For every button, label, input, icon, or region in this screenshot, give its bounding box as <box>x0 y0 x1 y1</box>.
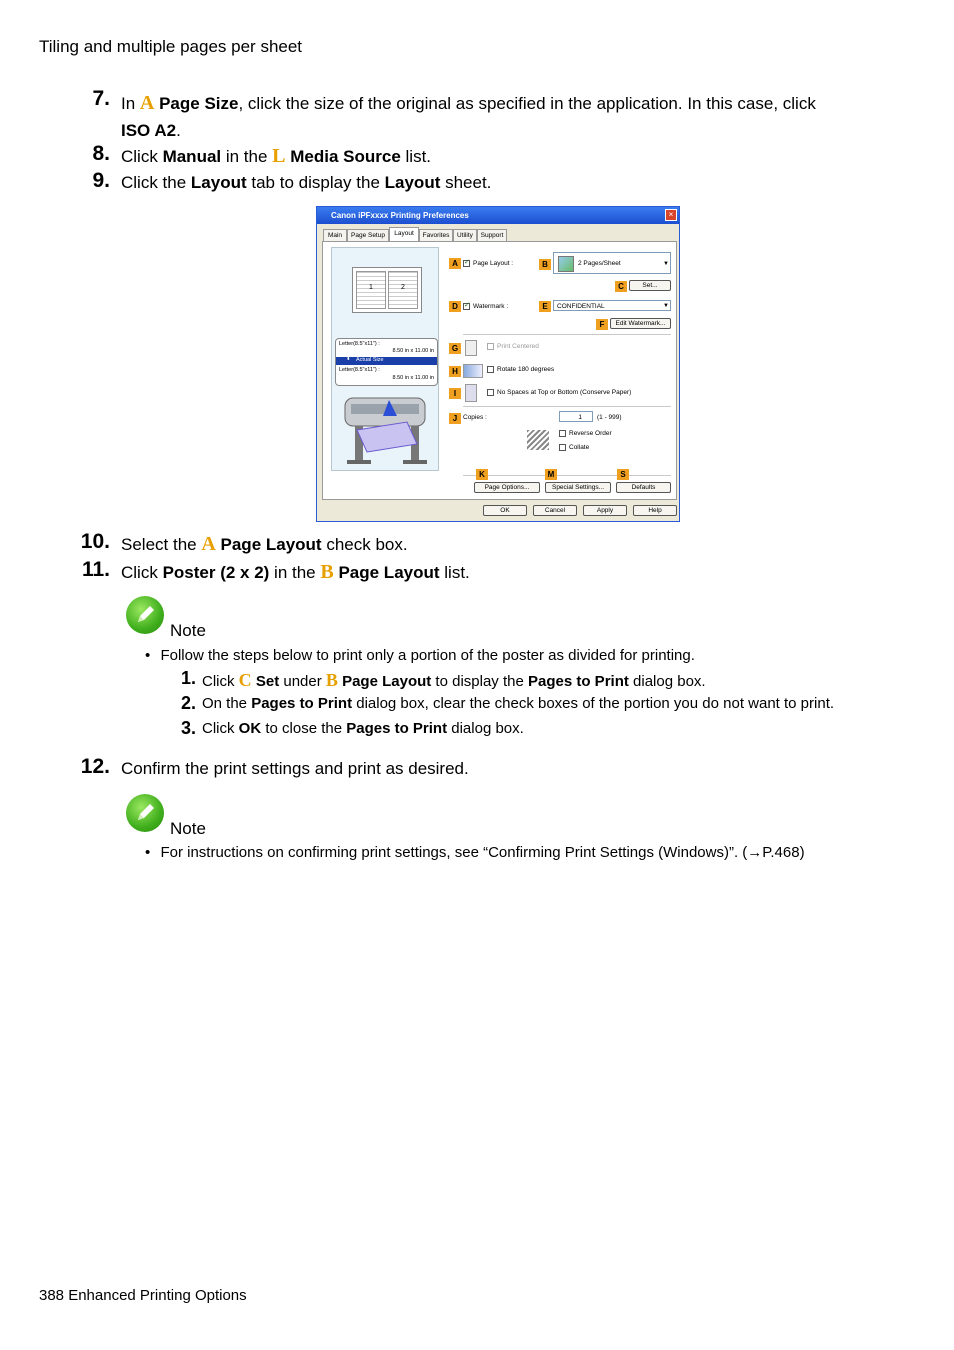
substep-text <box>202 670 706 691</box>
no-spaces-checkbox[interactable] <box>487 389 494 396</box>
copies-label: Copies : <box>463 414 487 421</box>
text: dialog box, clear the check boxes of the portion you do not want to print. <box>352 695 835 712</box>
down-arrow-icon: ⬇ <box>346 356 351 362</box>
bold-term: Layout <box>384 173 441 192</box>
watermark-checkbox[interactable] <box>463 303 470 310</box>
page-number: 1 <box>369 284 373 291</box>
text: On the <box>202 695 252 712</box>
sheet-preview <box>352 267 422 313</box>
text: dialog box. <box>447 720 524 737</box>
ref-letter-a: A <box>201 533 216 555</box>
text: tab to display the <box>246 173 385 192</box>
tab-layout[interactable]: Layout <box>389 227 419 241</box>
apply-button[interactable]: Apply <box>583 505 627 516</box>
step-7 <box>0 87 954 140</box>
bold-term: ISO A2 <box>121 121 177 140</box>
text: Click <box>121 147 163 166</box>
no-spaces-label: No Spaces at Top or Bottom (Conserve Paper) <box>497 389 632 396</box>
note-bullet <box>145 844 805 861</box>
text: in the <box>269 563 321 582</box>
page-thumb-1 <box>356 271 386 309</box>
text: in the <box>221 147 273 166</box>
label-i: I <box>449 388 461 399</box>
bullet-dot: • <box>145 844 151 861</box>
text: to close the <box>261 720 347 737</box>
reverse-order-checkbox[interactable] <box>559 430 566 437</box>
page-footer: 388 Enhanced Printing Options <box>39 1287 247 1304</box>
bullet-dot: • <box>145 647 151 664</box>
printer-illustration <box>337 386 437 468</box>
collate-icon <box>527 430 549 450</box>
bold-term: Page Size <box>159 94 239 113</box>
page-layout-combo[interactable] <box>553 252 671 274</box>
text: under <box>279 673 326 690</box>
tab-favorites[interactable]: Favorites <box>419 229 453 241</box>
substep-3 <box>0 718 954 740</box>
ref-letter-b: B <box>320 561 334 583</box>
label-g: G <box>449 343 461 354</box>
step-text <box>121 562 470 583</box>
combo-value: 2 Pages/Sheet <box>578 260 621 267</box>
rotate-checkbox[interactable] <box>487 366 494 373</box>
paper-size-line: Letter(8.5"x11") : <box>339 367 380 373</box>
copies-stepper[interactable] <box>559 411 593 422</box>
text: Select the <box>121 535 202 554</box>
paper-dim-line: 8.50 in x 11.00 in <box>392 375 434 381</box>
label-h: H <box>449 366 461 377</box>
page-options-button[interactable]: Page Options... <box>474 482 540 493</box>
label-b: B <box>539 259 551 270</box>
bold-term: Page Layout <box>338 563 440 582</box>
page-layout-checkbox[interactable] <box>463 260 470 267</box>
step-10 <box>0 530 954 557</box>
text: sheet. <box>440 173 492 192</box>
help-button[interactable]: Help <box>633 505 677 516</box>
page-thumb-2 <box>388 271 418 309</box>
note-pencil-icon <box>126 794 164 832</box>
dialog-title: Canon iPFxxxx Printing Preferences <box>317 207 679 224</box>
label-s: S <box>617 469 629 480</box>
page-number: 2 <box>401 284 405 291</box>
bold-term: Page Layout <box>220 535 322 554</box>
cancel-button[interactable]: Cancel <box>533 505 577 516</box>
paper-size-line: Letter(8.5"x11") : <box>339 341 380 347</box>
ref-letter-l: L <box>272 145 286 167</box>
combo-value: CONFIDENTIAL <box>557 303 605 310</box>
layout-icon <box>558 256 574 272</box>
text: Click <box>202 673 239 690</box>
ref-letter-b: B <box>325 670 338 690</box>
ref-letter-c: C <box>238 670 252 690</box>
tab-utility[interactable]: Utility <box>453 229 477 241</box>
tab-page-setup[interactable]: Page Setup <box>347 229 389 241</box>
ref-letter-a: A <box>139 92 155 114</box>
bold-term: Pages to Print <box>251 695 353 712</box>
step-12 <box>0 755 954 782</box>
label-f: F <box>596 319 608 330</box>
close-icon[interactable]: × <box>665 209 677 221</box>
bullet-text[interactable]: For instructions on confirming print settings, see “Confirming Print Settings (Windows)”. (→P.468) <box>160 844 805 861</box>
step-8 <box>0 142 954 169</box>
text: list. <box>439 563 470 582</box>
collate-label: Collate <box>569 444 590 451</box>
watermark-combo[interactable] <box>553 300 671 311</box>
label-e: E <box>539 301 551 312</box>
layout-sheet <box>322 241 677 500</box>
actual-size-label: Actual Size <box>356 357 384 363</box>
bold-term: Media Source <box>290 147 401 166</box>
running-header: Tiling and multiple pages per sheet <box>39 37 303 56</box>
step-number: 11. <box>81 558 110 581</box>
step-9 <box>0 169 954 196</box>
printing-preferences-dialog <box>316 206 680 522</box>
print-centered-icon <box>465 340 477 356</box>
paper-dim-line: 8.50 in x 11.00 in <box>392 348 434 354</box>
special-settings-button[interactable]: Special Settings... <box>545 482 611 493</box>
note-bullet <box>145 647 695 664</box>
print-centered-label: Print Centered <box>497 343 539 350</box>
label-m: M <box>545 469 557 480</box>
text: Click <box>202 720 239 737</box>
step-text <box>121 90 881 144</box>
substep-1 <box>0 668 954 690</box>
rotate-icon <box>463 364 483 378</box>
step-text: Confirm the print settings and print as desired. <box>121 759 469 778</box>
note-label: Note <box>170 819 206 838</box>
substep-2 <box>0 693 954 715</box>
text: Click <box>121 563 163 582</box>
label-k: K <box>476 469 488 480</box>
bold-term: Manual <box>162 147 222 166</box>
label-d: D <box>449 301 461 312</box>
label-j: J <box>449 413 461 424</box>
paper-info-box <box>335 338 438 386</box>
chevron-down-icon: ▼ <box>663 261 669 267</box>
step-number: 8. <box>92 142 110 165</box>
set-button[interactable]: Set... <box>629 280 671 291</box>
bold-term: Poster (2 x 2) <box>162 563 270 582</box>
bold-term: Layout <box>190 173 247 192</box>
tab-main[interactable]: Main <box>323 229 347 241</box>
label-c: C <box>615 281 627 292</box>
bold-term: Pages to Print <box>346 720 448 737</box>
step-11 <box>0 558 954 585</box>
substep-text <box>202 720 524 737</box>
text: Click the <box>121 173 191 192</box>
step-number: 9. <box>92 169 110 192</box>
text: list. <box>400 147 432 166</box>
step-number: 7. <box>92 87 110 110</box>
substep-number: 3. <box>181 718 197 738</box>
divider <box>463 334 671 335</box>
note-pencil-icon <box>126 596 164 634</box>
bold-term: Pages to Print <box>528 673 629 690</box>
ok-button[interactable]: OK <box>483 505 527 516</box>
chevron-down-icon: ▼ <box>663 303 669 309</box>
bold-term: Page Layout <box>342 673 432 690</box>
tab-support[interactable]: Support <box>477 229 507 241</box>
actual-size-row <box>336 357 437 365</box>
substep-number: 1. <box>181 668 197 688</box>
text: dialog box. <box>628 673 706 690</box>
step-number: 10. <box>80 530 110 553</box>
edit-watermark-button[interactable]: Edit Watermark... <box>610 318 671 329</box>
page-layout-label: Page Layout : <box>473 260 514 267</box>
reverse-order-label: Reverse Order <box>569 430 612 437</box>
defaults-button[interactable]: Defaults <box>616 482 671 493</box>
text: , click the size of the original as specified in the application. In this case, click <box>238 94 816 113</box>
text: check box. <box>321 535 408 554</box>
copies-range: (1 - 999) <box>597 414 622 421</box>
bold-term: OK <box>238 720 262 737</box>
preview-panel <box>331 247 439 471</box>
note-label: Note <box>170 621 206 640</box>
substep-number: 2. <box>181 693 197 713</box>
bullet-text: Follow the steps below to print only a portion of the poster as divided for printing. <box>160 647 695 664</box>
watermark-label: Watermark : <box>473 303 509 310</box>
text: In <box>121 94 140 113</box>
bold-term: Set <box>255 673 280 690</box>
print-centered-checkbox <box>487 343 494 350</box>
text: . <box>176 121 181 140</box>
text: to display the <box>431 673 528 690</box>
conserve-paper-icon <box>465 384 477 402</box>
substep-text <box>202 695 834 712</box>
step-text <box>121 534 408 555</box>
step-text <box>121 173 491 193</box>
divider <box>463 475 671 476</box>
rotate-label: Rotate 180 degrees <box>497 366 555 373</box>
step-number: 12. <box>80 755 110 778</box>
label-a: A <box>449 258 461 269</box>
stepper-value: 1 <box>578 414 582 421</box>
step-text <box>121 146 431 167</box>
collate-checkbox[interactable] <box>559 444 566 451</box>
divider <box>463 406 671 407</box>
